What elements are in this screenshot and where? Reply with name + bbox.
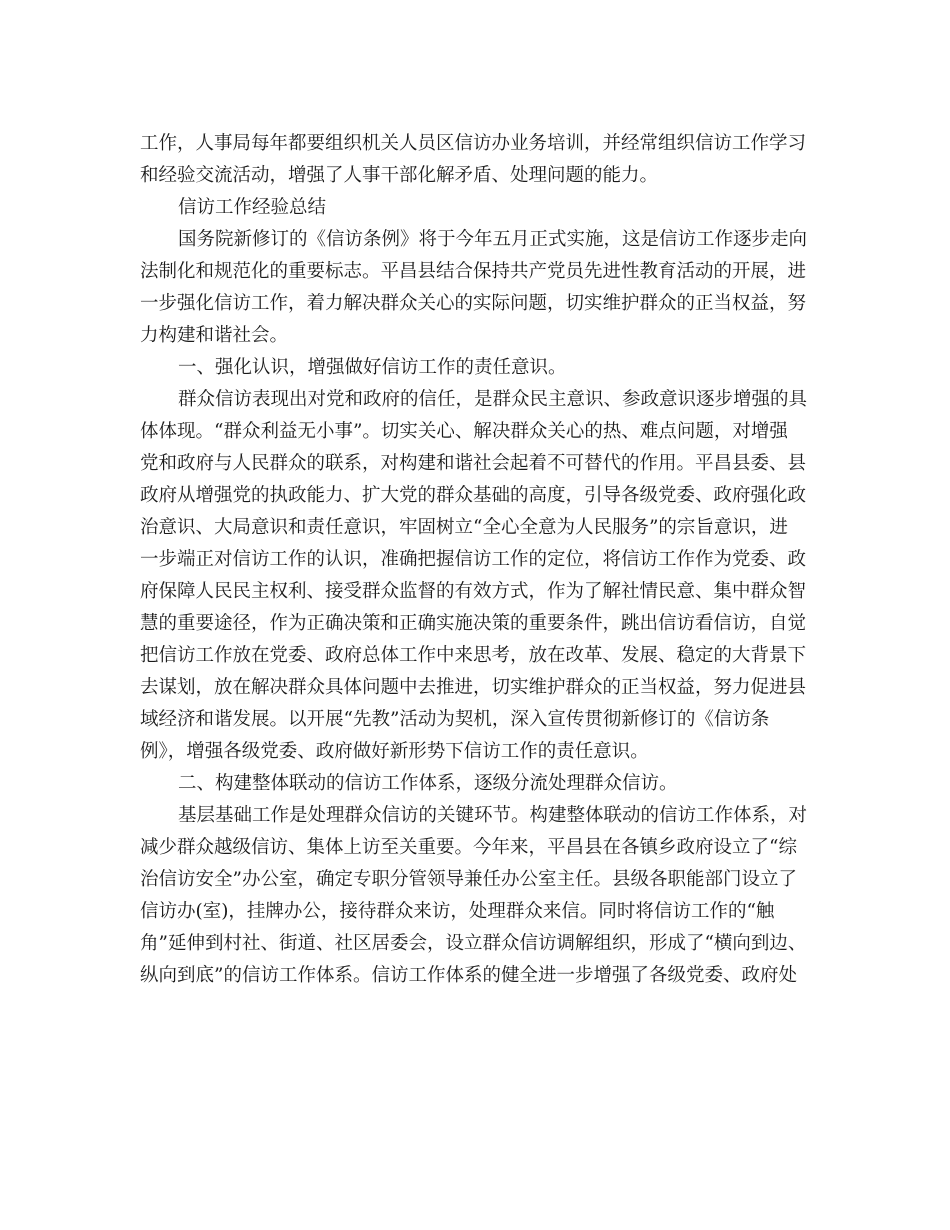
text-line: 慧的重要途径，作为正确决策和正确实施决策的重要条件，跳出信访看信访，自觉 — [140, 613, 807, 634]
text-line: 基层基础工作是处理群众信访的关键环节。构建整体联动的信访工作体系，对 — [178, 805, 808, 826]
text-line: 国务院新修订的《信访条例》将于今年五月正式实施，这是信访工作逐步走向 — [178, 229, 808, 250]
text-line: 纵向到底”的信访工作体系。信访工作体系的健全进一步增强了各级党委、政府处 — [140, 965, 797, 986]
text-line: 一步强化信访工作，着力解决群众关心的实际问题，切实维护群众的正当权益，努 — [140, 293, 807, 314]
text-line: 政府从增强党的执政能力、扩大党的群众基础的高度，引导各级党委、政府强化政 — [140, 485, 807, 506]
text-line: 工作，人事局每年都要组织机关人员区信访办业务培训，并经常组织信访工作学习 — [140, 133, 807, 154]
text-line: 党和政府与人民群众的联系，对构建和谐社会起着不可替代的作用。平昌县委、县 — [140, 453, 807, 474]
text-line: 信访办(室)，挂牌办公，接待群众来访，处理群众来信。同时将信访工作的“触 — [140, 901, 775, 922]
text-line: 一步端正对信访工作的认识，准确把握信访工作的定位，将信访工作作为党委、政 — [140, 549, 807, 570]
text-line: 减少群众越级信访、集体上访至关重要。今年来，平昌县在各镇乡政府设立了“综 — [140, 837, 797, 858]
text-line: 把信访工作放在党委、政府总体工作中来思考，放在改革、发展、稳定的大背景下 — [140, 645, 807, 666]
text-line: 例》，增强各级党委、政府做好新形势下信访工作的责任意识。 — [140, 741, 649, 762]
text-line: 去谋划，放在解决群众具体问题中去推进，切实维护群众的正当权益，努力促进县 — [140, 677, 807, 698]
text-line: 二、构建整体联动的信访工作体系，逐级分流处理群众信访。 — [178, 773, 678, 794]
text-line: 治意识、大局意识和责任意识，牢固树立“全心全意为人民服务”的宗旨意识，进 — [140, 517, 788, 538]
text-line: 群众信访表现出对党和政府的信任，是群众民主意识、参政意识逐步增强的具 — [178, 389, 808, 410]
text-line: 法制化和规范化的重要标志。平昌县结合保持共产党员先进性教育活动的开展，进 — [140, 261, 807, 282]
text-line: 体体现。“群众利益无小事”。切实关心、解决群众关心的热、难点问题，对增强 — [140, 421, 788, 442]
text-line: 力构建和谐社会。 — [140, 325, 289, 346]
text-line: 府保障人民民主权利、接受群众监督的有效方式，作为了解社情民意、集中群众智 — [140, 581, 807, 602]
text-line: 和经验交流活动，增强了人事干部化解矛盾、处理问题的能力。 — [140, 165, 659, 186]
text-line: 信访工作经验总结 — [178, 197, 327, 218]
text-line: 角”延伸到村社、街道、社区居委会，设立群众信访调解组织，形成了“横向到边、 — [140, 933, 807, 954]
text-line: 一、强化认识，增强做好信访工作的责任意识。 — [178, 357, 567, 378]
text-line: 治信访安全”办公室，确定专职分管领导兼任办公室主任。县级各职能部门设立了 — [140, 869, 797, 890]
document-body — [140, 128, 820, 992]
text-line: 域经济和谐发展。以开展“先教”活动为契机，深入宣传贯彻新修订的《信访条 — [140, 709, 770, 730]
